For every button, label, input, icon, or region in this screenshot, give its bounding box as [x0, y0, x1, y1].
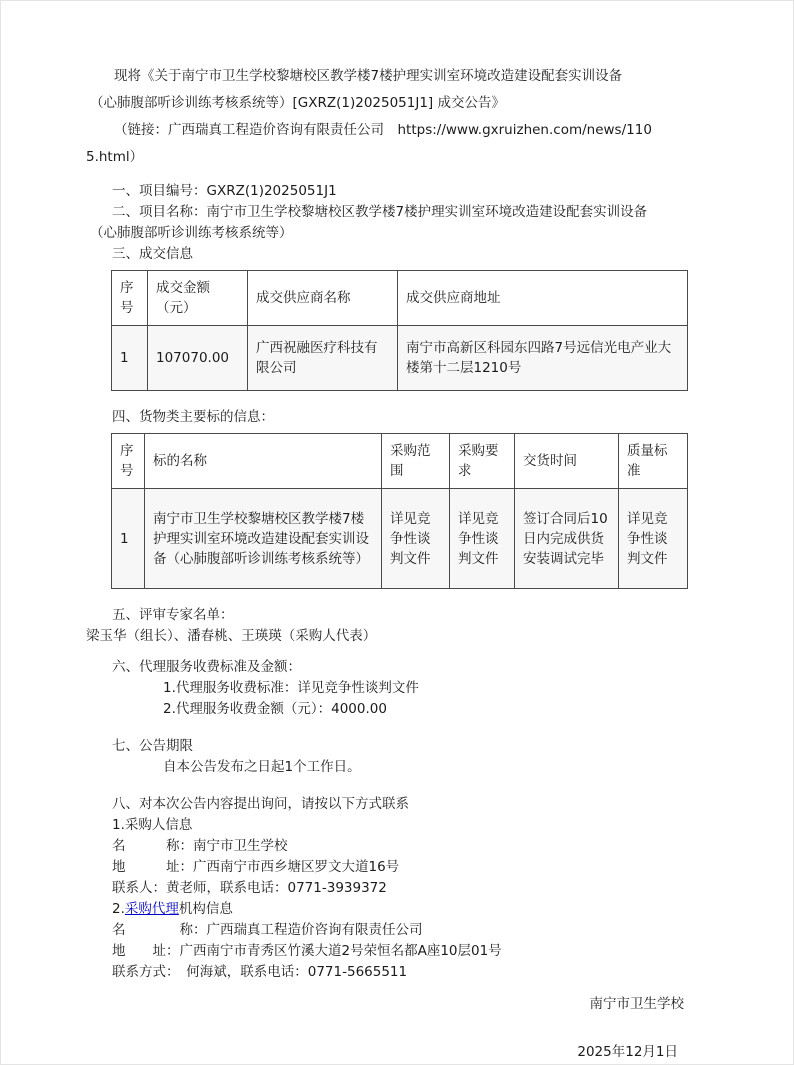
intro-link-line-wrap: 5.html）	[86, 149, 144, 165]
table-header-cell: 采购范围	[382, 434, 450, 489]
agency-fee-amount: 2.代理服务收费金额（元）：4000.00	[163, 701, 387, 717]
section-7-heading: 七、公告期限	[112, 738, 193, 754]
table-header-cell: 质量标准	[619, 434, 688, 489]
purchaser-address: 地 址：广西南宁市西乡塘区罗文大道16号	[112, 859, 400, 875]
deal-info-table	[111, 270, 688, 391]
spacer	[86, 391, 706, 407]
expert-list: 梁玉华（组长）、潘春桃、王瑛瑛（采购人代表）	[86, 628, 377, 644]
intro-paragraph	[86, 63, 706, 171]
spacer	[86, 778, 706, 794]
table-row	[112, 489, 688, 589]
table-header-cell: 交货时间	[515, 434, 619, 489]
table-header-cell: 标的名称	[145, 434, 382, 489]
agency-address: 地 址：广西南宁市青秀区竹溪大道2号荣恒名都A座10层01号	[112, 943, 502, 959]
table-cell-supplier-name: 广西祝融医疗科技有限公司	[248, 326, 398, 391]
section-8-heading: 八、对本次公告内容提出询问，请按以下方式联系	[112, 796, 409, 812]
agency-contact: 联系方式： 何海斌，联系电话：0771-5665511	[112, 964, 408, 980]
purchaser-info-heading: 1.采购人信息	[112, 817, 193, 833]
intro-line-1: 现将《关于南宁市卫生学校黎塘校区教学楼7楼护理实训室环境改造建设配套实训设备	[114, 68, 623, 84]
table-header-cell: 成交供应商名称	[248, 271, 398, 326]
purchaser-name: 名 称：南宁市卫生学校	[112, 838, 288, 854]
table-header-cell: 序号	[112, 434, 145, 489]
section-6-heading: 六、代理服务收费标准及金额：	[112, 659, 301, 675]
purchaser-contact: 联系人：黄老师，联系电话：0771-3939372	[112, 880, 387, 896]
announcement-period: 自本公告发布之日起1个工作日。	[163, 759, 361, 775]
table-cell-quality: 详见竞争性谈判文件	[619, 489, 688, 589]
table-row	[112, 326, 688, 391]
procurement-agency-link[interactable]: 采购代理	[124, 901, 179, 917]
announcement-date: 2025年12月1日	[577, 1044, 678, 1060]
table-cell-amount: 107070.00	[148, 326, 248, 391]
spacer	[86, 589, 706, 605]
section-2-project-name-wrap: （心肺腹部听诊训练考核系统等）	[90, 225, 293, 241]
section-3-heading: 三、成交信息	[112, 246, 193, 262]
agency-heading-suffix: 机构信息	[178, 901, 233, 917]
section-5-heading: 五、评审专家名单：	[112, 607, 234, 623]
spacer	[86, 647, 706, 657]
section-4-heading: 四、货物类主要标的信息：	[112, 409, 274, 425]
signature: 南宁市卫生学校	[589, 996, 684, 1012]
goods-info-table	[111, 433, 688, 589]
table-header-cell: 采购要求	[450, 434, 515, 489]
section-1-project-number: 一、项目编号：GXRZ(1)2025051J1	[112, 183, 337, 199]
table-cell-delivery-time: 签订合同后10日内完成供货安装调试完毕	[515, 489, 619, 589]
table-header-cell: 成交金额（元）	[148, 271, 248, 326]
table-cell-scope: 详见竞争性谈判文件	[382, 489, 450, 589]
intro-link-line: （链接：广西瑞真工程造价咨询有限责任公司 https://www.gxruizhen.com/news/110	[114, 122, 652, 138]
spacer	[86, 720, 706, 736]
intro-line-2: （心肺腹部听诊训练考核系统等）[GXRZ(1)2025051J1] 成交公告》	[90, 95, 505, 111]
spacer	[86, 171, 706, 181]
table-header-row	[112, 271, 688, 326]
table-cell-subject-name: 南宁市卫生学校黎塘校区教学楼7楼护理实训室环境改造建设配套实训设备（心肺腹部听诊训练考核系统等）	[145, 489, 382, 589]
document-content	[1, 1, 793, 1063]
agency-heading-prefix: 2.	[112, 901, 125, 917]
table-cell-seq: 1	[112, 489, 145, 589]
agency-fee-standard: 1.代理服务收费标准：详见竞争性谈判文件	[163, 680, 419, 696]
agency-info-heading	[86, 899, 706, 920]
table-header-cell: 序号	[112, 271, 148, 326]
table-cell-requirement: 详见竞争性谈判文件	[450, 489, 515, 589]
table-header-cell: 成交供应商地址	[398, 271, 688, 326]
table-cell-seq: 1	[112, 326, 148, 391]
table-cell-supplier-address: 南宁市高新区科园东四路7号远信光电产业大楼第十二层1210号	[398, 326, 688, 391]
agency-name: 名 称：广西瑞真工程造价咨询有限责任公司	[112, 922, 423, 938]
table-header-row	[112, 434, 688, 489]
section-2-project-name: 二、项目名称：南宁市卫生学校黎塘校区教学楼7楼护理实训室环境改造建设配套实训设备	[112, 204, 648, 220]
